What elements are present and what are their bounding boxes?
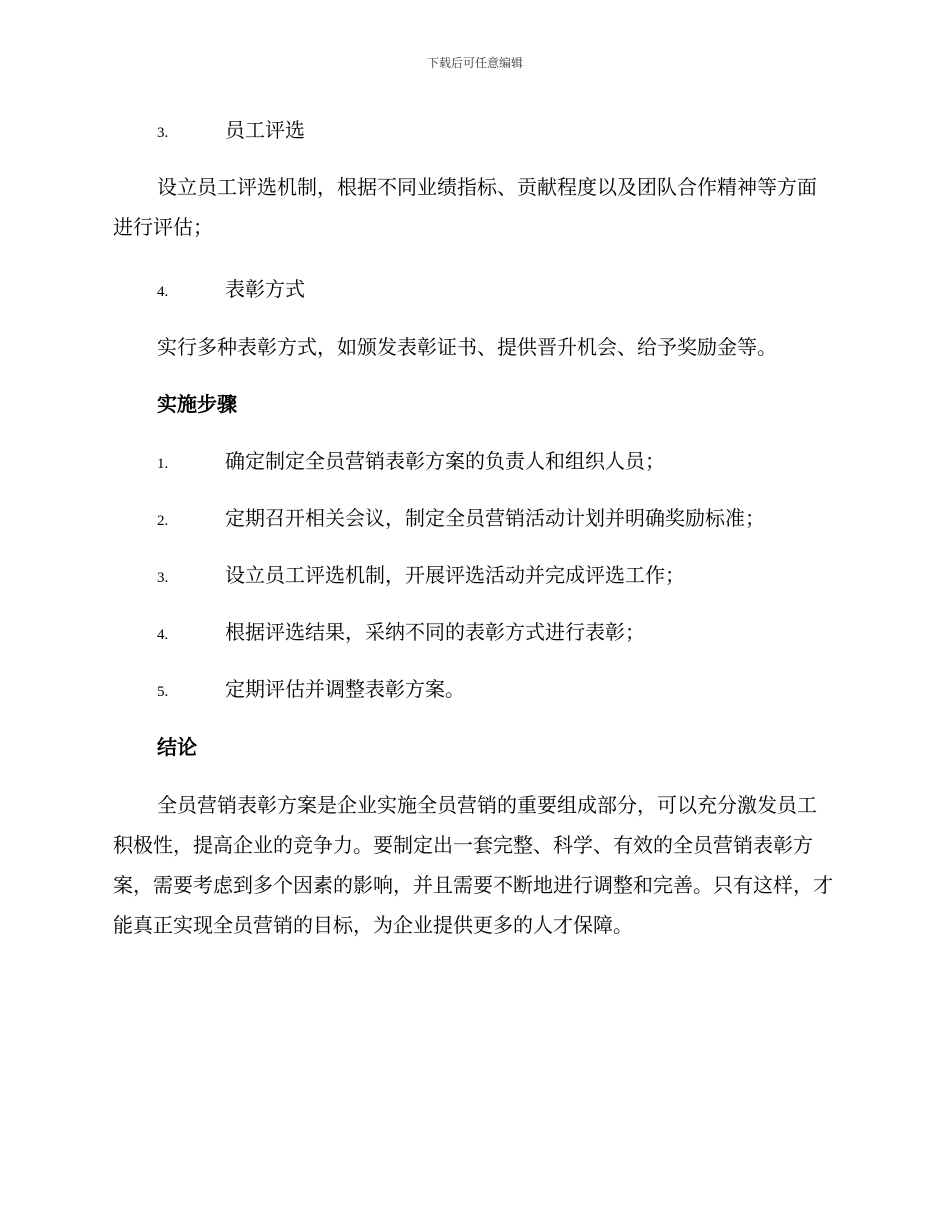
list-number: 2. [157, 513, 169, 529]
list-item-text: 设立员工评选机制，开展评选活动并完成评选工作； [225, 563, 685, 587]
list-number: 3. [157, 125, 169, 141]
section-heading-conclusion: 结论 [157, 735, 197, 759]
conclusion-paragraph: 全员营销表彰方案是企业实施全员营销的重要组成部分，可以充分激发员工积极性，提高企业的竞争力。要制定出一套完整、科学、有效的全员营销表彰方案，需要考虑到多个因素的影响，并且需要不断地进行调整和完善。只有这样，才能真正实现全员营销的目标，为企业提供更多的人才保障。 [113, 793, 833, 937]
list-item-label: 员工评选 [225, 118, 305, 142]
list-number: 3. [157, 570, 169, 586]
list-item-text: 定期评估并调整表彰方案。 [225, 677, 465, 701]
list-item-evaluation [157, 116, 837, 147]
list-item-text: 确定制定全员营销表彰方案的负责人和组织人员； [225, 449, 665, 473]
list-number: 5. [157, 684, 169, 700]
list-item-label: 表彰方式 [225, 277, 305, 301]
section-heading-steps: 实施步骤 [157, 392, 237, 416]
list-item-commendation-method [157, 275, 837, 306]
list-item-text: 定期召开相关会议，制定全员营销活动计划并明确奖励标准； [225, 506, 765, 530]
list-item [157, 447, 837, 478]
list-item [157, 618, 837, 649]
list-item-text: 根据评选结果，采纳不同的表彰方式进行表彰； [225, 620, 645, 644]
commendation-method-description: 实行多种表彰方式，如颁发表彰证书、提供晋升机会、给予奖励金等。 [157, 335, 777, 359]
list-number: 4. [157, 284, 169, 300]
list-item [157, 504, 837, 535]
evaluation-description: 设立员工评选机制，根据不同业绩指标、贡献程度以及团队合作精神等方面进行评估； [113, 175, 817, 239]
list-number: 1. [157, 456, 169, 472]
list-item [157, 561, 837, 592]
header-note: 下载后可任意编辑 [426, 56, 523, 70]
list-item [157, 675, 837, 706]
list-number: 4. [157, 627, 169, 643]
